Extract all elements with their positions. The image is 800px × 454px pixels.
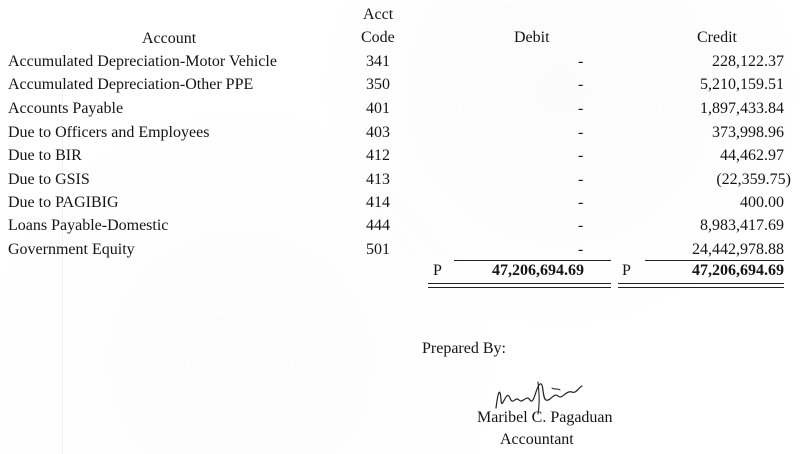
- debit-subtotal-rule: [454, 260, 611, 261]
- preparer-name: Maribel C. Pagaduan: [477, 409, 613, 426]
- table-row: [0, 54, 800, 77]
- table-row: [0, 242, 800, 265]
- table-row: [0, 125, 800, 148]
- credit-value: 1,897,433.84: [700, 100, 784, 117]
- account-code: 412: [366, 147, 390, 164]
- debit-value: -: [578, 241, 584, 258]
- table-row: [0, 172, 800, 195]
- debit-value: -: [578, 100, 584, 117]
- credit-value: 44,462.97: [720, 147, 784, 164]
- table-row: [0, 218, 800, 241]
- table-row: [0, 195, 800, 218]
- table-row: [0, 77, 800, 100]
- account-name: Accounts Payable: [8, 100, 124, 117]
- account-name: Due to PAGIBIG: [8, 194, 119, 211]
- column-header-credit: Credit: [697, 29, 737, 46]
- column-header-debit: Debit: [514, 29, 550, 46]
- credit-value: 24,442,978.88: [692, 241, 784, 258]
- debit-total-double-rule: [428, 283, 611, 288]
- credit-value: 8,983,417.69: [700, 217, 784, 234]
- credit-value: 5,210,159.51: [700, 76, 784, 93]
- debit-value: -: [578, 194, 584, 211]
- account-name: Government Equity: [8, 241, 135, 258]
- column-header-acct-code-line2: Code: [361, 29, 395, 46]
- preparer-title: Accountant: [500, 431, 574, 448]
- debit-currency-symbol: P: [433, 262, 442, 279]
- debit-value: -: [578, 171, 584, 188]
- debit-value: -: [578, 76, 584, 93]
- credit-subtotal-rule: [645, 260, 784, 261]
- credit-value: 400.00: [740, 194, 784, 211]
- debit-value: -: [578, 217, 584, 234]
- account-code: 401: [366, 100, 390, 117]
- account-name: Due to GSIS: [8, 171, 90, 188]
- table-row: [0, 148, 800, 171]
- debit-value: -: [578, 147, 584, 164]
- account-code: 341: [366, 53, 390, 70]
- credit-value: 228,122.37: [712, 53, 784, 70]
- column-header-account: Account: [142, 30, 197, 47]
- account-name: Due to Officers and Employees: [8, 124, 210, 141]
- debit-total: 47,206,694.69: [492, 262, 584, 279]
- account-code: 413: [366, 171, 390, 188]
- account-name: Accumulated Depreciation-Motor Vehicle: [8, 53, 277, 70]
- account-name: Due to BIR: [8, 147, 82, 164]
- table-row: [0, 101, 800, 124]
- credit-currency-symbol: P: [622, 262, 631, 279]
- account-name: Accumulated Depreciation-Other PPE: [8, 76, 254, 93]
- debit-value: -: [578, 53, 584, 70]
- account-code: 414: [366, 194, 390, 211]
- account-name: Loans Payable-Domestic: [8, 217, 169, 234]
- column-header-acct-code-line1: Acct: [363, 6, 394, 23]
- credit-value: 373,998.96: [712, 124, 784, 141]
- account-code: 501: [366, 241, 390, 258]
- credit-value: (22,359.75): [716, 171, 791, 188]
- account-code: 444: [366, 217, 390, 234]
- credit-total: 47,206,694.69: [692, 262, 784, 279]
- account-code: 403: [366, 124, 390, 141]
- debit-value: -: [578, 124, 584, 141]
- credit-total-double-rule: [618, 283, 784, 288]
- prepared-by-label: Prepared By:: [422, 340, 506, 357]
- account-code: 350: [366, 76, 390, 93]
